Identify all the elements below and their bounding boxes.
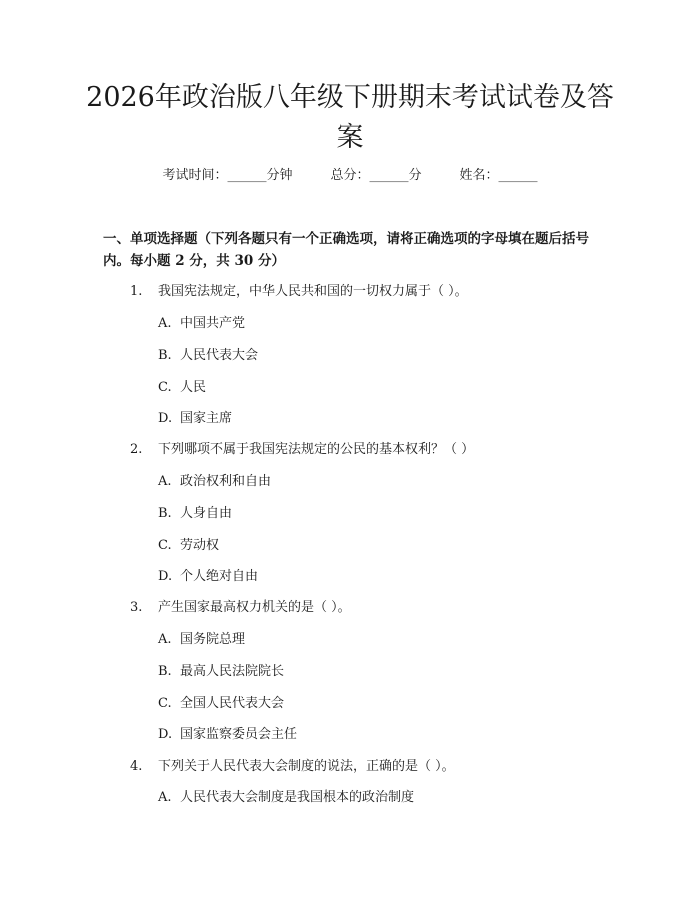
question-number: 1. (130, 284, 143, 299)
question-text: 我国宪法规定，中华人民共和国的一切权力属于（ ）。 (158, 284, 468, 299)
question-number: 2. (130, 442, 143, 457)
document-title: 2026年政治版八年级下册期末考试试卷及答案 (86, 82, 614, 153)
option-3a (158, 630, 245, 650)
option-text: 中国共产党 (180, 316, 246, 331)
option-1b (158, 346, 258, 366)
option-text: 劳动权 (180, 538, 220, 553)
option-letter: A. (158, 474, 172, 489)
option-letter: C. (158, 380, 172, 395)
option-text: 全国人民代表大会 (180, 696, 285, 711)
question-4 (130, 757, 455, 777)
option-letter: B. (158, 506, 172, 521)
option-text: 国家监察委员会主任 (180, 727, 298, 742)
question-3 (130, 598, 351, 618)
option-letter: C. (158, 696, 172, 711)
question-2 (130, 440, 474, 460)
question-number: 4. (130, 759, 143, 774)
section-heading: 一、单项选择题（下列各题只有一个正确选项，请将正确选项的字母填在题后括号内。每小题 2 分，共 30 分） (103, 231, 589, 269)
option-3b (158, 662, 284, 682)
option-letter: C. (158, 538, 172, 553)
total-score-field: 总分：______分 (330, 168, 422, 183)
question-text: 下列关于人民代表大会制度的说法，正确的是（ ）。 (158, 759, 455, 774)
option-3c (158, 694, 284, 714)
option-letter: A. (158, 316, 172, 331)
student-name-field: 姓名：______ (459, 168, 538, 183)
option-letter: B. (158, 348, 172, 363)
option-1a (158, 314, 245, 334)
option-2a (158, 472, 271, 492)
option-text: 国务院总理 (180, 632, 246, 647)
exam-info-line (0, 166, 700, 186)
option-2d (158, 567, 258, 587)
option-1d (158, 409, 232, 429)
option-3d (158, 725, 297, 745)
option-4a (158, 788, 414, 808)
option-letter: D. (158, 727, 173, 742)
option-1c (158, 378, 206, 398)
option-letter: A. (158, 632, 172, 647)
question-number: 3. (130, 600, 143, 615)
question-text: 下列哪项不属于我国宪法规定的公民的基本权利？（ ） (158, 442, 475, 457)
option-2b (158, 504, 232, 524)
question-1 (130, 282, 468, 302)
option-text: 人民代表大会制度是我国根本的政治制度 (180, 790, 415, 805)
question-text: 产生国家最高权力机关的是（ ）。 (158, 600, 351, 615)
option-letter: A. (158, 790, 172, 805)
option-letter: D. (158, 569, 173, 584)
exam-time-field: 考试时间：______分钟 (162, 168, 293, 183)
option-text: 人民代表大会 (180, 348, 259, 363)
option-2c (158, 536, 219, 556)
option-text: 最高人民法院院长 (180, 664, 285, 679)
option-text: 国家主席 (180, 411, 233, 426)
option-letter: B. (158, 664, 172, 679)
option-text: 人身自由 (180, 506, 233, 521)
option-letter: D. (158, 411, 173, 426)
option-text: 人民 (180, 380, 207, 395)
option-text: 政治权利和自由 (180, 474, 272, 489)
option-text: 个人绝对自由 (180, 569, 259, 584)
